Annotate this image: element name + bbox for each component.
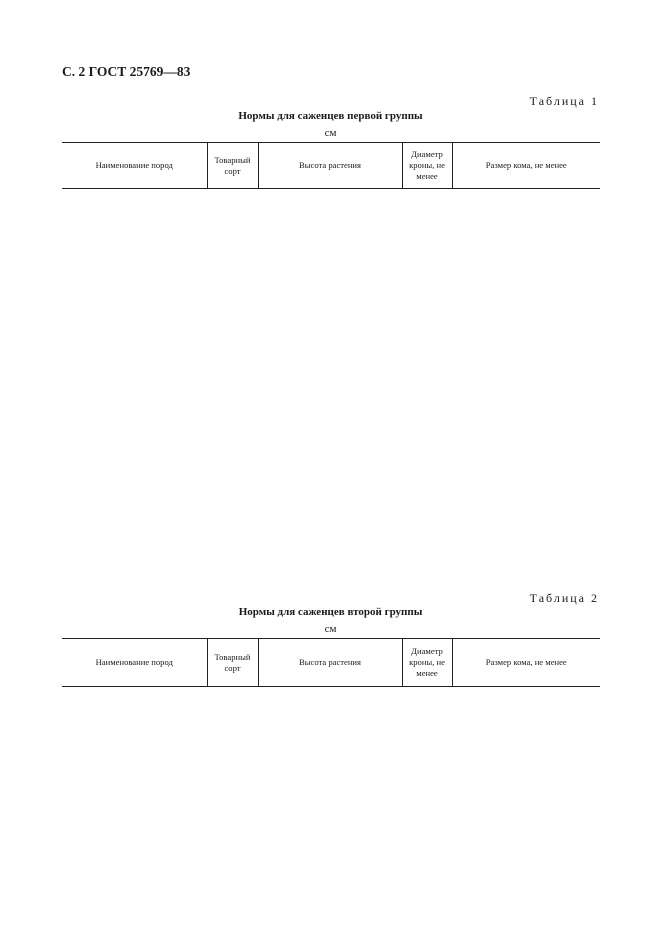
col-header-diameter: Диаметр кроны, не менее [402,639,452,687]
page-header: С. 2 ГОСТ 25769—83 [62,64,191,79]
table1-label: Таблица 1 [529,94,599,108]
table2-unit: см [324,623,337,635]
col-header-ball: Размер кома, не менее [452,639,600,687]
table1-title: Нормы для саженцев первой группы [238,110,423,122]
col-header-name: Наименование пород [95,160,173,170]
col-header-diameter: Диаметр кроны, не менее [402,143,452,189]
col-header-ball: Размер кома, не менее [452,143,600,189]
table2 [62,638,600,687]
col-header-name: Наименование пород [95,657,173,667]
table1-unit: см [324,127,337,139]
table2-title: Нормы для саженцев второй группы [238,606,423,618]
col-header-grade: Товарный сорт [207,639,258,687]
col-header-grade: Товарный сорт [207,143,258,189]
col-header-height: Высота растения [258,639,402,687]
table2-label: Таблица 2 [529,591,599,605]
col-header-height: Высота растения [258,143,402,189]
table1 [62,142,600,189]
